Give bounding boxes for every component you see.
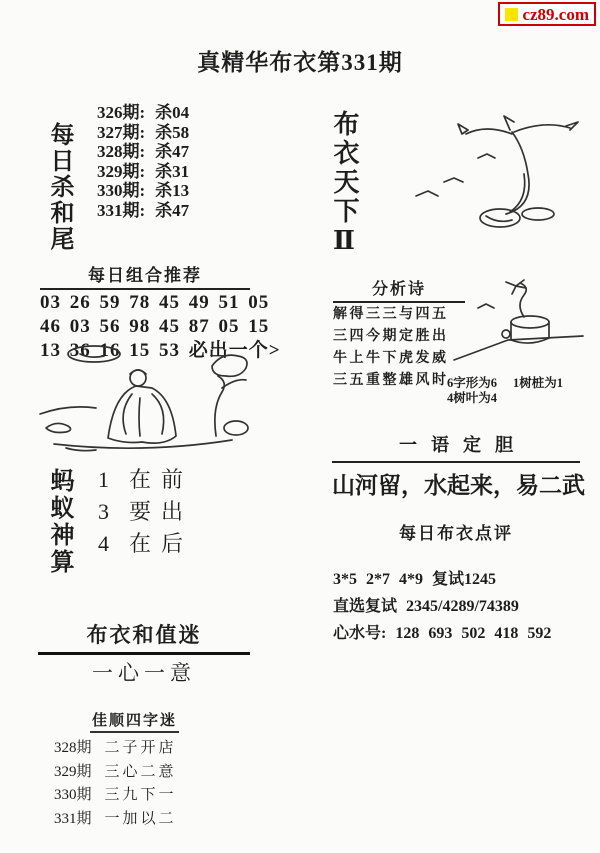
buyi-tianxia-label: 布衣天下Ⅱ [330, 110, 359, 259]
oracle-row [98, 528, 193, 560]
daily-kill-list [97, 103, 189, 220]
poem-line: 解得三三与四五 [333, 307, 449, 322]
sum-riddle-title: 布衣和值迷 [38, 619, 250, 655]
riddle-row [32, 737, 237, 761]
kill-row [97, 123, 189, 143]
kill-value: 杀13 [155, 181, 190, 200]
caption-line [447, 376, 563, 391]
kill-row [97, 181, 189, 201]
caption-part: 1树桩为1 [513, 376, 564, 390]
picks-line: 直选复试 2345/4289/74389 [333, 598, 519, 615]
oracle-text: 在后 [129, 531, 194, 556]
caption-line: 4树叶为4 [447, 391, 498, 405]
kill-value: 杀31 [155, 161, 190, 181]
four-char-title: 佳顺四字迷 [90, 709, 179, 733]
kill-value: 杀47 [155, 142, 190, 161]
ant-oracle-rows [98, 464, 193, 560]
riddle-issue: 330期 [54, 787, 92, 803]
poem-line: 牛上牛下虎发威 [333, 351, 449, 366]
riddle-issue: 329期 [54, 763, 92, 780]
number-picks-section [333, 566, 551, 647]
riddle-row [32, 808, 237, 832]
logo-text: cz89.com [522, 4, 589, 24]
combo-row: 03 26 59 78 45 49 51 05 [40, 292, 270, 313]
kill-value: 杀04 [155, 103, 190, 122]
analysis-poem-section [333, 276, 465, 391]
kill-issue: 330期: [97, 181, 146, 200]
oracle-text: 在前 [129, 467, 194, 492]
four-char-riddle-section [32, 709, 237, 831]
page-title: 真精华布衣第331期 [197, 50, 403, 75]
one-word-title: 一语定胆 [332, 431, 580, 463]
oracle-number: 3 [98, 499, 109, 524]
logo-square-icon [505, 8, 518, 21]
combo-row: 13 36 16 15 53 必出一个> [40, 340, 281, 361]
riddle-text: 二子开店 [104, 740, 177, 756]
riddle-row [32, 784, 237, 808]
riddle-row [32, 761, 237, 785]
sum-riddle-section [38, 619, 250, 687]
riddle-text: 一加以二 [104, 810, 177, 827]
oracle-number: 4 [98, 531, 109, 556]
kill-row [97, 103, 189, 123]
combo-row: 46 03 56 98 45 87 05 15 [40, 316, 270, 337]
kill-issue: 326期: [97, 103, 146, 122]
kill-issue: 328期: [97, 142, 146, 161]
sage-under-tree-drawing [36, 336, 281, 454]
stump-tree-drawing [452, 278, 585, 374]
one-word-phrase: 山河留，水起来，易二武 [332, 473, 585, 498]
poem-line: 三四今期定胜出 [333, 329, 449, 344]
daily-comment-label: 每日布衣点评 [399, 524, 513, 543]
kill-value: 杀47 [155, 200, 190, 220]
riddle-issue: 328期 [54, 740, 92, 756]
kill-row [97, 142, 189, 162]
analysis-poem-title: 分析诗 [333, 276, 465, 303]
one-word-section [332, 431, 585, 544]
kill-row [97, 162, 189, 182]
poem-line: 三五重整雄风时 [333, 373, 449, 388]
caption-part: 6字形为6 [447, 376, 498, 390]
riddle-issue: 331期 [54, 810, 92, 827]
kill-issue: 331期: [97, 200, 146, 220]
picks-line: 心水号: 128 693 502 418 592 [333, 625, 552, 642]
riddle-text: 三心二意 [104, 763, 177, 780]
site-logo[interactable] [498, 2, 596, 26]
ant-oracle-label: 蚂蚁神算 [46, 468, 72, 576]
kill-row [97, 201, 189, 221]
riddle-text: 三九下一 [104, 787, 177, 803]
oracle-text: 要出 [129, 499, 194, 524]
kill-value: 杀58 [155, 122, 190, 142]
oracle-row [98, 464, 193, 496]
kill-issue: 327期: [97, 122, 146, 142]
picks-line: 3*5 2*7 4*9 复试1245 [333, 571, 497, 588]
daily-kill-label: 每日杀和尾 [46, 122, 72, 252]
oracle-number: 1 [98, 467, 109, 492]
sketch-caption [447, 376, 563, 406]
sum-riddle-answer: 一心一意 [92, 661, 196, 685]
sprout-and-birds-drawing [388, 96, 586, 234]
oracle-row [98, 496, 193, 528]
kill-issue: 329期: [97, 161, 146, 181]
combo-title: 每日组合推荐 [40, 261, 250, 290]
